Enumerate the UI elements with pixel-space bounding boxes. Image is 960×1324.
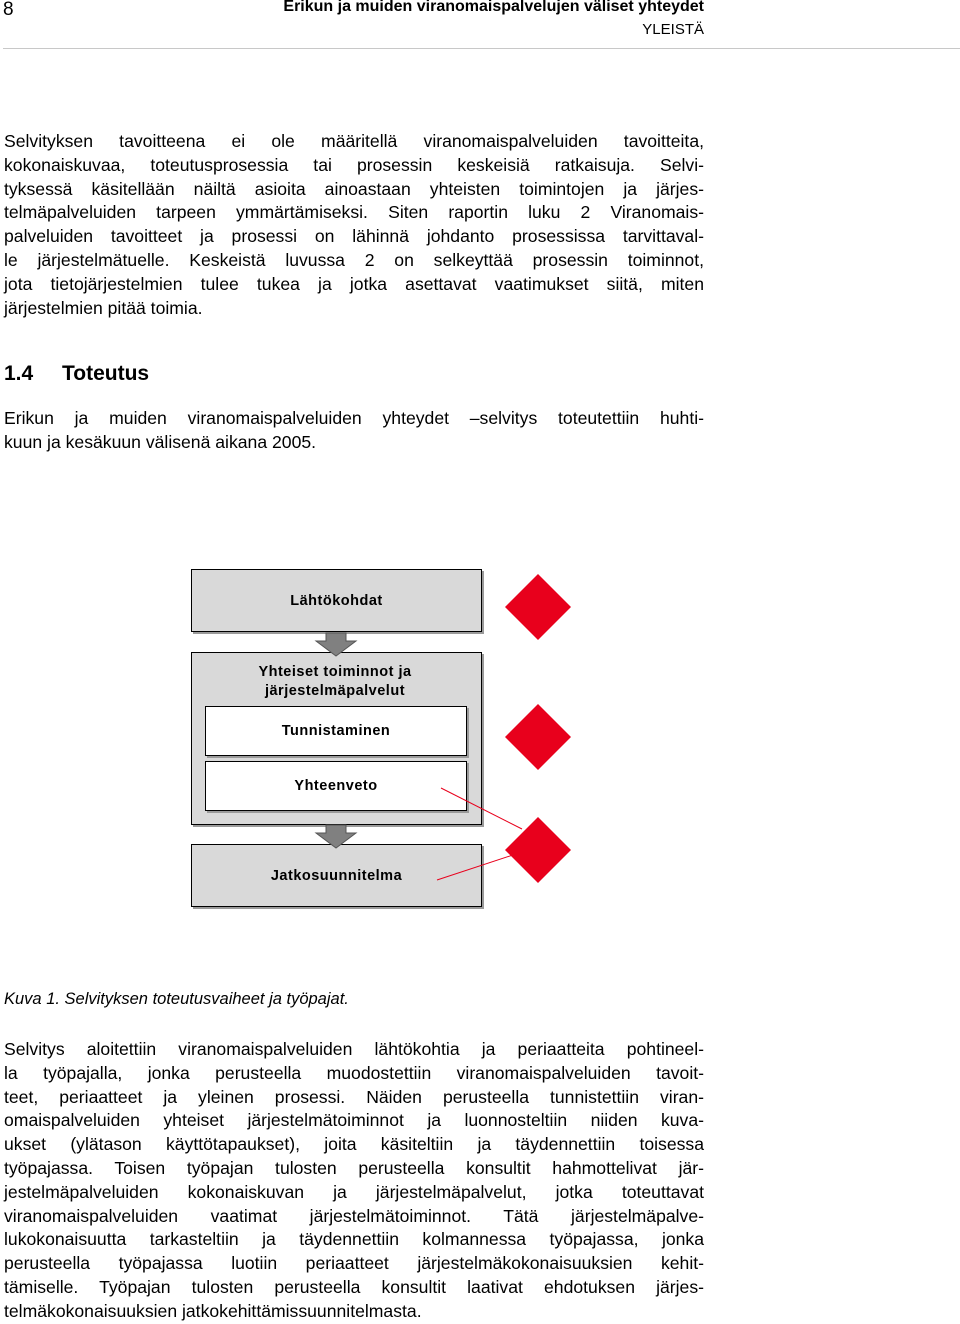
down-arrow-icon xyxy=(316,825,356,848)
text-line: Selvityksen tavoitteena ei ole määritellä viranomaispalveluiden tavoitteita, xyxy=(4,131,704,151)
running-header-title: Erikun ja muiden viranomaispalvelujen väliset yhteydet xyxy=(283,0,704,15)
group-label-line: järjestelmäpalvelut xyxy=(264,683,406,699)
text-line: ukset (ylätason käyttötapaukset), joita käsiteltiin ja täydennettiin toisessa xyxy=(4,1134,704,1155)
text-line: kokonaiskuvaa, toteutusprosessia tai prosessin keskeisiä ratkaisuja. Selvi- xyxy=(4,154,704,175)
running-header-section: YLEISTÄ xyxy=(642,21,704,38)
connector-line xyxy=(437,852,522,880)
text-line: lukokonaisuutta tarkasteltiin ja täydennettiin kolmannessa työpajassa, jonka xyxy=(4,1229,704,1250)
text-line: perusteella työpajassa luotiin periaatteet järjestelmäkokonaisuuksien kehit- xyxy=(4,1253,704,1274)
workshop-diamond-icon xyxy=(505,817,571,883)
text-line: tyksessä käsitellään näiltä asioita ainoastaan yhteisten toimintojen ja järjes- xyxy=(4,178,704,199)
text-line: telmäkokonaisuuksien jatkokehittämissuunnitelmasta. xyxy=(4,1300,422,1321)
box-label: Tunnistaminen xyxy=(281,723,391,739)
group-label-line: Yhteiset toiminnot ja xyxy=(258,664,412,680)
figure-caption: Kuva 1. Selvityksen toteutusvaiheet ja työpajat. xyxy=(4,990,349,1008)
workshop-diamond-icon xyxy=(505,574,571,640)
text-line: palveluiden tavoitteet ja prosessi on lähinnä johdanto prosessissa tarvittaval- xyxy=(4,226,704,247)
text-line: jota tietojärjestelmien tulee tukea ja jotka asettavat vaatimukset siitä, miten xyxy=(4,273,704,294)
box-label: Lähtökohdat xyxy=(290,592,383,609)
text-line: Erikun ja muiden viranomaispalveluiden yhteydet –selvitys toteutettiin huhti- xyxy=(4,408,704,428)
section-number: 1.4 xyxy=(4,362,34,385)
text-line: viranomaispalveluiden vaatimat järjestelmätoiminnot. Tätä järjestelmäpalve- xyxy=(4,1205,704,1226)
text-line: Selvitys aloitettiin viranomaispalveluiden lähtökohtia ja periaatteita pohtineel- xyxy=(4,1039,704,1059)
text-line: omaispalveluiden yhteiset järjestelmätoiminnot ja luonnosteltiin niiden kuva- xyxy=(4,1110,704,1131)
connector-line xyxy=(441,788,522,829)
text-line: tämiselle. Työpajan tulosten perusteella konsultit laativat ehdotuksen järjes- xyxy=(4,1276,704,1297)
text-line: la työpajalla, jonka perusteella muodostettiin viranomaispalveluiden tavoit- xyxy=(4,1062,704,1083)
text-line: työpajassa. Toisen työpajan tulosten perusteella konsultit hahmottelivat jär- xyxy=(4,1157,704,1178)
text-line: telmäpalveluiden tarpeen ymmärtämiseksi. Siten raportin luku 2 Viranomais- xyxy=(4,202,704,223)
section-title: Toteutus xyxy=(62,362,150,385)
page-number: 8 xyxy=(3,0,14,20)
text-line: järjestelmien pitää toimia. xyxy=(4,297,203,318)
text-line: le järjestelmätuelle. Keskeistä luvussa 2 on selkeyttää prosessin toiminnot, xyxy=(4,249,704,270)
text-line: teet, periaatteet ja yleinen prosessi. Näiden perusteella tunnistettiin viran- xyxy=(4,1086,704,1107)
down-arrow-icon xyxy=(316,633,356,656)
box-label: Yhteenveto xyxy=(294,778,378,794)
workshop-diamond-icon xyxy=(505,704,571,770)
text-line: kuun ja kesäkuun välisenä aikana 2005. xyxy=(4,431,317,452)
text-line: jestelmäpalveluiden kokonaiskuvan ja järjestelmäpalvelut, jotka toteuttavat xyxy=(4,1181,704,1202)
closing-paragraph xyxy=(4,1038,704,1324)
box-label: Jatkosuunnitelma xyxy=(270,867,403,884)
